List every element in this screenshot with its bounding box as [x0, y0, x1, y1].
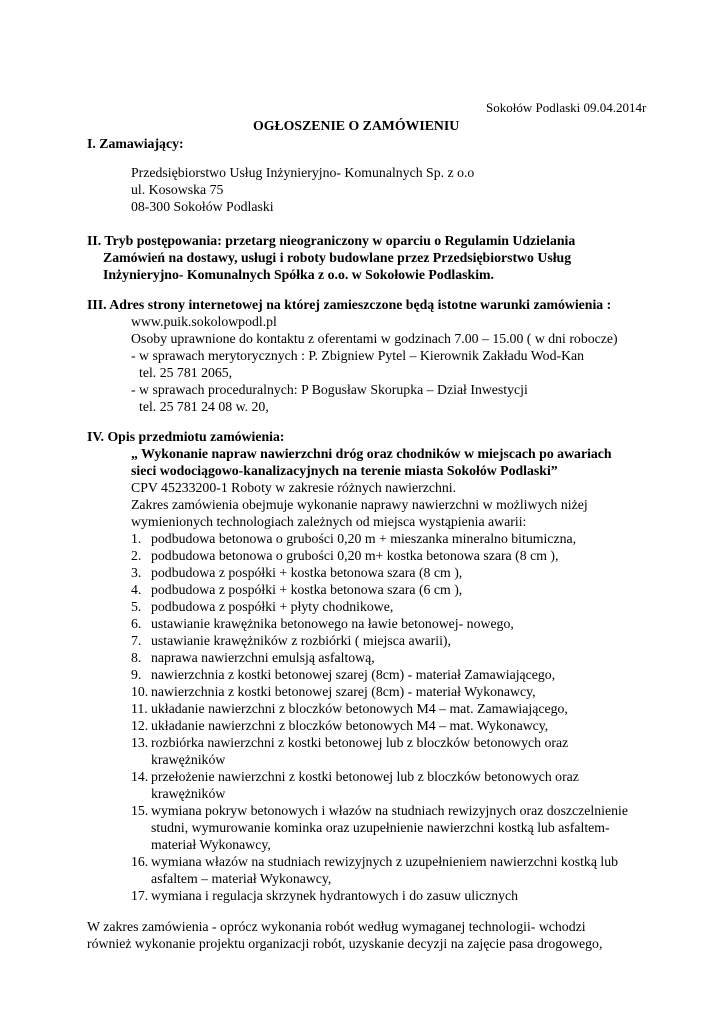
list-item: podbudowa betonowa o grubości 0,20 m+ kostka betonowa szara (8 cm ),: [151, 548, 559, 563]
list-item: podbudowa betonowa o grubości 0,20 m + mieszanka mineralno bitumiczna,: [151, 531, 577, 546]
document-title: OGŁOSZENIE O ZAMÓWIENIU: [253, 118, 460, 133]
list-item: nawierzchnia z kostki betonowej szarej (8cm) - materiał Wykonawcy,: [151, 684, 536, 699]
list-item: podbudowa z pospółki + kostka betonowa szara (8 cm ),: [151, 565, 463, 580]
section-3-heading: III. Adres strony internetowej na której zamieszczone będą istotne warunki zamówienia :: [87, 297, 612, 312]
list-item-number: 5.: [131, 599, 142, 614]
list-item: wymiana włazów na studniach rewizyjnych z uzupełnieniem nawierzchni kostką lub: [151, 854, 619, 869]
list-item: nawierzchnia z kostki betonowej szarej (8cm) - materiał Zamawiającego,: [151, 667, 556, 682]
list-item: układanie nawierzchni z bloczków betonowych M4 – mat. Wykonawcy,: [151, 718, 549, 733]
document-date: Sokołów Podlaski 09.04.2014r: [486, 100, 647, 115]
list-item-number: 17.: [131, 888, 149, 903]
list-item: rozbiórka nawierzchni z kostki betonowej lub z bloczków betonowych oraz: [151, 735, 569, 750]
list-item-continuation: krawężników: [151, 786, 226, 801]
list-item-number: 1.: [131, 531, 142, 546]
list-item: naprawa nawierzchni emulsją asfaltową,: [151, 650, 375, 665]
scope-intro: wymienionych technologiach zależnych od miejsca wystąpienia awarii:: [131, 514, 527, 529]
footer-paragraph-line: również wykonanie projektu organizacji robót, uzyskanie decyzji na zajęcie pasa drogowego,: [87, 936, 603, 951]
list-item-number: 16.: [131, 854, 149, 869]
list-item: układanie nawierzchni z bloczków betonowych M4 – mat. Zamawiającego,: [151, 701, 568, 716]
list-item: ustawianie krawężników z rozbiórki ( miejsca awarii),: [151, 633, 451, 648]
list-item: podbudowa z pospółki + płyty chodnikowe,: [151, 599, 394, 614]
list-item: wymiana i regulacja skrzynek hydrantowych i do zasuw ulicznych: [151, 888, 519, 903]
contact-hours: Osoby uprawnione do kontaktu z oferentami w godzinach 7.00 – 15.00 ( w dni robocze): [131, 331, 618, 346]
list-item-number: 15.: [131, 803, 149, 818]
contractor-street: ul. Kosowska 75: [131, 182, 224, 197]
list-item-number: 2.: [131, 548, 142, 563]
cpv-code: CPV 45233200-1 Roboty w zakresie różnych nawierzchni.: [131, 480, 457, 495]
list-item-number: 13.: [131, 735, 149, 750]
contact-substantive: - w sprawach merytorycznych : P. Zbigniew Pytel – Kierownik Zakładu Wod-Kan: [131, 348, 585, 363]
list-item-number: 11.: [131, 701, 148, 716]
list-item-number: 10.: [131, 684, 149, 699]
list-item: ustawianie krawężnika betonowego na ławie betonowej- nowego,: [151, 616, 514, 631]
section-4-heading: IV. Opis przedmiotu zamówienia:: [87, 429, 285, 444]
scope-intro: Zakres zamówienia obejmuje wykonanie naprawy nawierzchni w możliwych niżej: [131, 497, 588, 512]
footer-paragraph-line: W zakres zamówienia - oprócz wykonania robót według wymaganej technologii- wchodzi: [87, 919, 586, 934]
list-item: przełożenie nawierzchni z kostki betonowej lub z bloczków betonowych oraz: [151, 769, 579, 784]
list-item-continuation: krawężników: [151, 752, 226, 767]
list-item: podbudowa z pospółki + kostka betonowa szara (6 cm ),: [151, 582, 463, 597]
list-item-number: 3.: [131, 565, 142, 580]
list-item-continuation: asfaltem – materiał Wykonawcy,: [151, 871, 332, 886]
subject-title-line: „ Wykonanie napraw nawierzchni dróg oraz chodników w miejscach po awariach: [131, 446, 612, 461]
list-item-number: 6.: [131, 616, 142, 631]
contact-substantive-phone: tel. 25 781 2065,: [139, 365, 233, 380]
list-item-number: 4.: [131, 582, 142, 597]
list-item-continuation: materiał Wykonawcy,: [151, 837, 271, 852]
contact-procedural-phone: tel. 25 781 24 08 w. 20,: [139, 399, 269, 414]
contact-procedural: - w sprawach proceduralnych: P Bogusław Skorupka – Dział Inwestycji: [131, 382, 528, 397]
section-2-line: II. Tryb postępowania: przetarg nieograniczony w oparciu o Regulamin Udzielania: [87, 233, 576, 248]
section-2-line: Inżynieryjno- Komunalnych Spółka z o.o. w Sokołowie Podlaskim.: [103, 267, 494, 282]
contractor-city: 08-300 Sokołów Podlaski: [131, 199, 274, 214]
list-item-number: 14.: [131, 769, 149, 784]
list-item-continuation: studni, wymurowanie kominka oraz uzupełnienie nawierzchni kostką lub asfaltem-: [151, 820, 610, 835]
contractor-name: Przedsiębiorstwo Usług Inżynieryjno- Komunalnych Sp. z o.o: [131, 165, 475, 180]
section-2-line: Zamówień na dostawy, usługi i roboty budowlane przez Przedsiębiorstwo Usług: [103, 250, 572, 265]
subject-title-line: sieci wodociągowo-kanalizacyjnych na terenie miasta Sokołów Podlaski”: [131, 463, 558, 478]
list-item-number: 8.: [131, 650, 142, 665]
list-item-number: 7.: [131, 633, 142, 648]
list-item-number: 12.: [131, 718, 149, 733]
list-item: wymiana pokryw betonowych i włazów na studniach rewizyjnych oraz doszczelnienie: [151, 803, 628, 818]
section-1-heading: I. Zamawiający:: [87, 136, 184, 151]
website-url: www.puik.sokolowpodl.pl: [131, 314, 277, 329]
list-item-number: 9.: [131, 667, 142, 682]
